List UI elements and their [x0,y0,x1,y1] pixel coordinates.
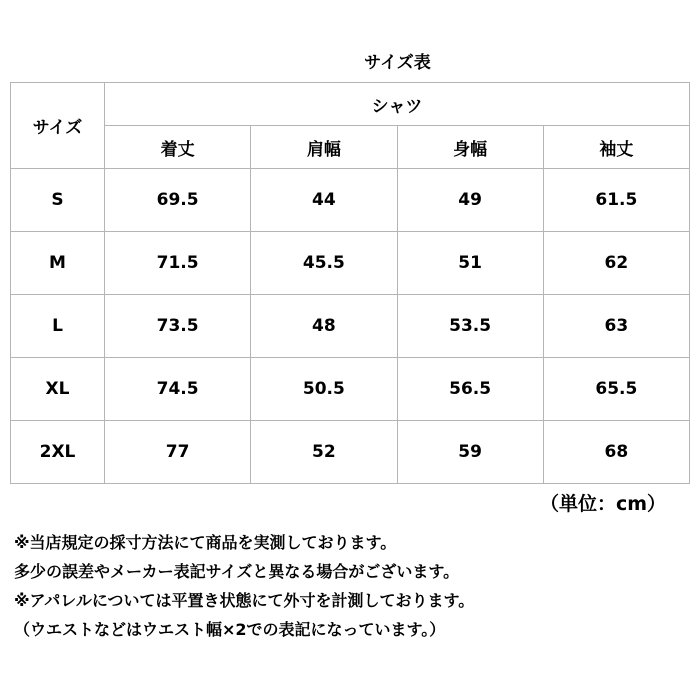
table-cell: 53.5 [397,295,543,358]
size-label: L [11,295,105,358]
table-cell: 50.5 [251,358,397,421]
table-subheader-row [11,126,690,169]
table-cell: 68 [543,421,689,484]
size-label: S [11,169,105,232]
table-row [11,295,690,358]
size-label: M [11,232,105,295]
table-cell: 52 [251,421,397,484]
group-header: シャツ [105,83,690,126]
table-cell: 65.5 [543,358,689,421]
column-header: 身幅 [397,126,543,169]
table-row [11,169,690,232]
size-label: XL [11,358,105,421]
size-label: 2XL [11,421,105,484]
unit-note: （単位：cm） [539,493,666,515]
table-cell: 59 [397,421,543,484]
note-line: 多少の誤差やメーカー表記サイズと異なる場合がございます。 [14,562,460,581]
table-row [11,421,690,484]
note-line: ※アパレルについては平置き状態にて外寸を計測しております。 [14,591,475,610]
table-cell: 62 [543,232,689,295]
table-cell: 77 [105,421,251,484]
column-header: 袖丈 [543,126,689,169]
table-cell: 61.5 [543,169,689,232]
table-cell: 73.5 [105,295,251,358]
table-cell: 69.5 [105,169,251,232]
note-line: ※当店規定の採寸方法にて商品を実測しております。 [14,533,397,552]
table-row [11,232,690,295]
page-title: サイズ表 [364,53,431,73]
notes-block [14,528,694,644]
table-cell: 44 [251,169,397,232]
table-cell: 48 [251,295,397,358]
column-header: 着丈 [105,126,251,169]
table-cell: 74.5 [105,358,251,421]
size-table [10,82,690,484]
table-cell: 63 [543,295,689,358]
table-cell: 49 [397,169,543,232]
table-cell: 71.5 [105,232,251,295]
table-cell: 45.5 [251,232,397,295]
table-cell: 56.5 [397,358,543,421]
column-header: 肩幅 [251,126,397,169]
size-column-header: サイズ [11,83,105,169]
table-cell: 51 [397,232,543,295]
table-row [11,358,690,421]
table-header-row [11,83,690,126]
note-line: （ウエストなどはウエスト幅×2での表記になっています。） [14,620,446,639]
